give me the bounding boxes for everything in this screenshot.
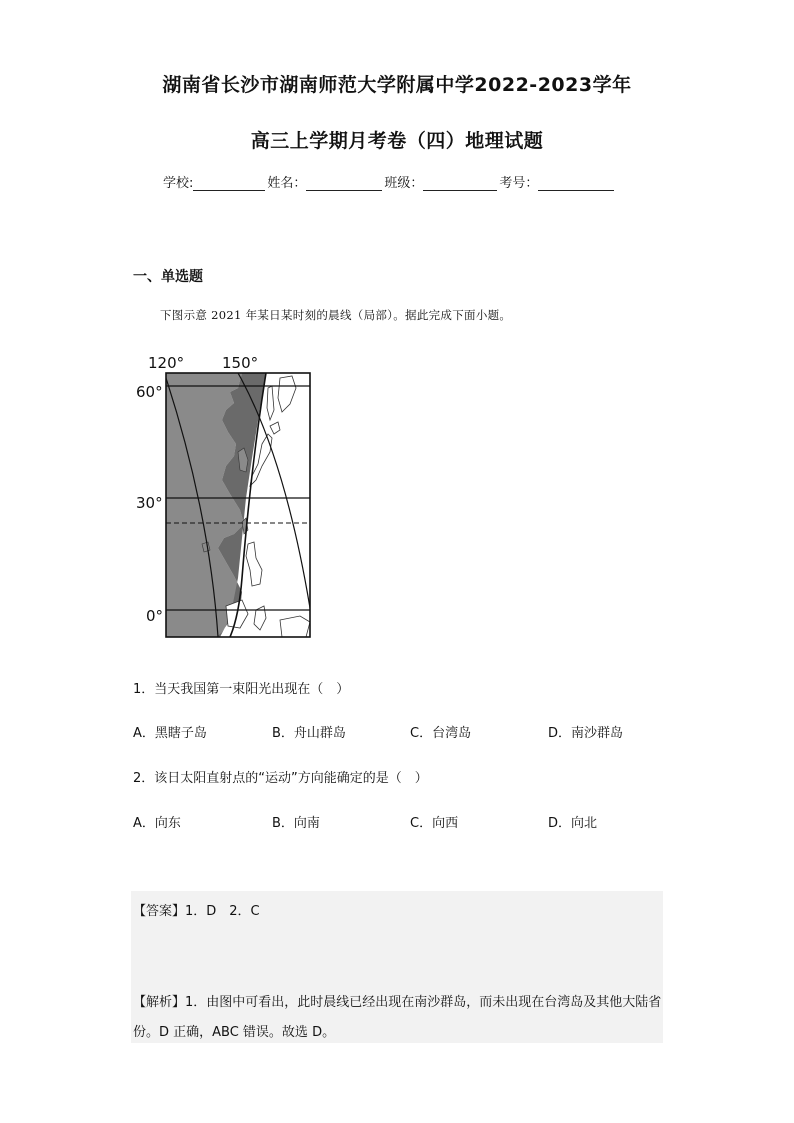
question-2-option-b[interactable]: B．向南 (272, 816, 320, 831)
answer-text: 【答案】1．D 2．C (133, 904, 260, 919)
longitude-120-label: 120° (148, 354, 185, 372)
latitude-60-label: 60° (136, 383, 163, 401)
question-2-option-d[interactable]: D．向北 (548, 816, 598, 831)
question-1-option-c[interactable]: C．台湾岛 (410, 726, 472, 741)
longitude-150-label: 150° (222, 354, 259, 372)
question-1-option-b[interactable]: B．舟山群岛 (272, 726, 346, 741)
question-1-option-d[interactable]: D．南沙群岛 (548, 726, 624, 741)
school-label: 学校: (163, 176, 194, 191)
school-blank[interactable] (193, 176, 265, 191)
latitude-0-label: 0° (146, 607, 164, 625)
exam-number-blank[interactable] (538, 176, 614, 191)
document-title-line-2: 高三上学期月考卷（四）地理试题 (250, 130, 544, 152)
terminator-map-svg (130, 348, 330, 648)
name-blank[interactable] (306, 176, 382, 191)
student-info-row (163, 172, 616, 191)
terminator-map-figure (130, 348, 330, 648)
section-heading: 一、单选题 (133, 269, 203, 285)
analysis-text: 【解析】1．由图中可看出，此时晨线已经出现在南沙群岛，而未出现在台湾岛及其他大陆省份。D 正确，ABC 错误。故选 D。 (133, 995, 662, 1040)
question-intro: 下图示意 2021 年某日某时刻的晨线（局部）。据此完成下面小题。 (160, 308, 512, 322)
question-1-stem: 1．当天我国第一束阳光出现在（ ） (133, 682, 350, 697)
class-label: 班级： (384, 176, 424, 191)
question-1-option-a[interactable]: A．黑瞎子岛 (133, 726, 207, 741)
latitude-30-label: 30° (136, 494, 163, 512)
document-title-line-1: 湖南省长沙市湖南师范大学附属中学2022-2023学年 (162, 74, 632, 96)
new-guinea-island (280, 616, 310, 637)
exam-number-label: 考号： (499, 176, 539, 191)
question-2-stem: 2．该日太阳直射点的“运动”方向能确定的是（ ） (133, 771, 428, 786)
name-label: 姓名： (267, 176, 307, 191)
class-blank[interactable] (423, 176, 497, 191)
question-2-option-a[interactable]: A．向东 (133, 816, 181, 831)
question-2-option-c[interactable]: C．向西 (410, 816, 459, 831)
